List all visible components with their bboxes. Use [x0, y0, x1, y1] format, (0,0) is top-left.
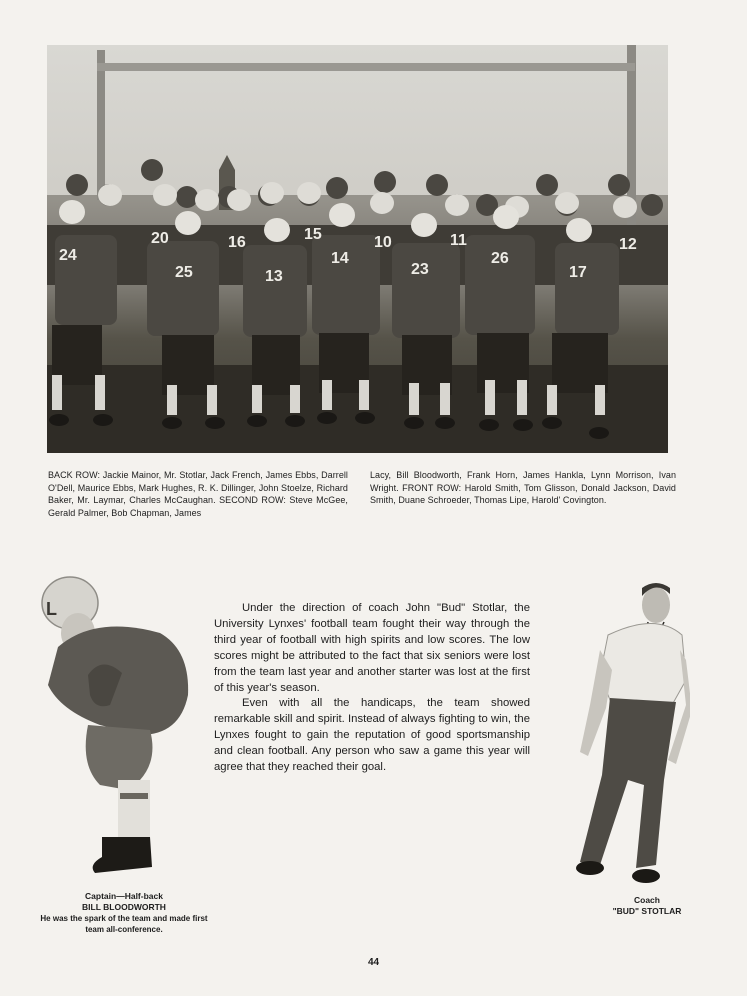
coach-photo [560, 580, 690, 895]
captain-caption [38, 891, 210, 935]
team-photo [47, 45, 668, 453]
jersey-number: 14 [331, 250, 349, 267]
jersey-number: 20 [151, 230, 169, 247]
team-caption-right: Lacy, Bill Bloodworth, Frank Horn, James Hankla, Lynn Morrison, Ivan Wright. FRONT ROW: Harold Smith, Tom Glisson, Donald Jackson, David Smith, Duane Schroeder, Thomas Lipe, Harold' Covington. [370, 470, 676, 506]
jersey-number: 24 [59, 247, 77, 264]
coach-title: Coach [634, 895, 660, 905]
page-number: 44 [367, 957, 380, 968]
captain-name: BILL BLOODWORTH [82, 902, 166, 912]
jersey-number: 26 [491, 250, 509, 267]
team-caption-left: BACK ROW: Jackie Mainor, Mr. Stotlar, Jack French, James Ebbs, Darrell O'Dell, Maurice Ebbs, Mark Hughes, R. K. Dillinger, John Stoelze, Richard Baker, Mr. Laymar, Charles McCaughan. SECOND ROW: Steve McGee, Gerald Palmer, Bob Chapman, James [48, 470, 348, 518]
captain-description: He was the spark of the team and made first team all-conference. [40, 914, 208, 934]
article-paragraph: Under the direction of coach John "Bud" Stotlar, the University Lynxes' football team fought their way through the third year of football with high spirits and low scores. The low scores might be attributed to the fact that six seniors were lost from the team last year and another starter was lost at the first of this year's season. [214, 602, 530, 694]
captain-title: Captain—Half-back [85, 891, 163, 901]
article-text [214, 601, 530, 776]
jersey-number: 12 [619, 236, 637, 253]
jersey-number: 25 [175, 264, 193, 281]
jersey-number: 15 [304, 226, 322, 243]
coach-caption [592, 895, 702, 917]
coach-name: "BUD" STOTLAR [612, 906, 682, 916]
jersey-number: 13 [265, 268, 283, 285]
captain-photo [40, 575, 195, 880]
helmet-letter: L [46, 599, 57, 619]
article-paragraph: Even with all the handicaps, the team showed remarkable skill and spirit. Instead of always fighting to win, the Lynxes fought to gain the reputation of good sportsmanship and clean football. Any person who saw a game this year will agree that they reached their goal. [214, 697, 530, 774]
jersey-number: 16 [228, 234, 246, 251]
jersey-number: 23 [411, 261, 429, 278]
jersey-number: 10 [374, 234, 392, 251]
jersey-number: 11 [450, 232, 467, 249]
jersey-number: 17 [569, 264, 587, 281]
